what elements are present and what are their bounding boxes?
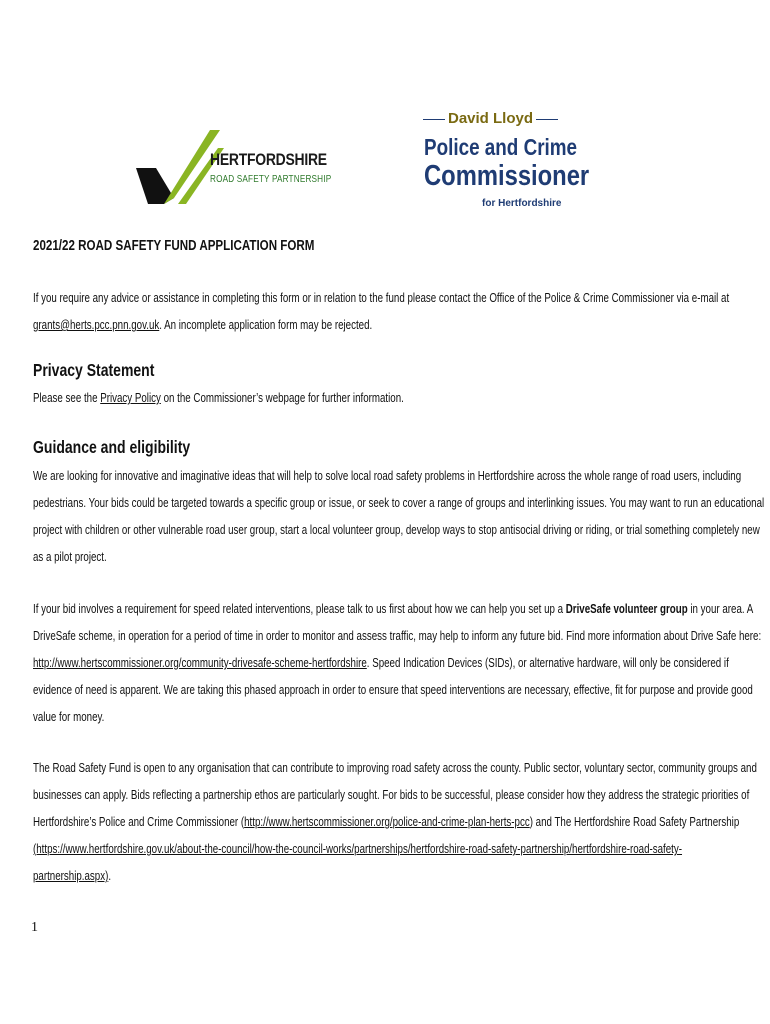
guidance-paragraph-2: If your bid involves a requirement for speed related interventions, please talk to us first about how we can help you set up a DriveSafe volunteer group in your area. A DriveSafe scheme, in operation for a period of time in order to monitor and assess traffic, may help to inform any future bid. Find more information about Drive Safe here: http://www.hertscommissioner.org/community-drivesafe-scheme-hertfordshire. Speed Indication Devices (SIDs), or alternative hardware, will only be considered if evidence of need is apparent. We are taking this phased approach in order to ensure that speed interventions are necessary, effective, fit for purpose and provide good value for money. [33, 602, 762, 724]
road-safety-partnership-link[interactable]: (https://www.hertfordshire.gov.uk/about-the-council/how-the-council-works/partnerships/hertfordshire-road-safety-partnership/hertfordshire-road-safety- [33, 842, 683, 856]
drivesafe-link[interactable]: http://www.hertscommissioner.org/community-drivesafe-scheme-hertfordshire [33, 656, 367, 670]
police-crime-commissioner-logo [420, 110, 590, 210]
hertfordshire-road-safety-logo [134, 128, 334, 204]
privacy-paragraph: Please see the Privacy Policy on the Commissioner’s webpage for further information. [33, 391, 404, 405]
intro-paragraph: If you require any advice or assistance in completing this form or in relation to the fund please contact the Office of the Police & Crime Commissioner via e-mail at grants@herts.pcc.pnn.gov.uk. An incomplete application form may be rejected. [33, 291, 730, 332]
herts-logo-wordmark: HERTFORDSHIRE [210, 150, 327, 169]
grants-email-link[interactable]: grants@herts.pcc.pnn.gov.uk [33, 318, 160, 332]
guidance-heading: Guidance and eligibility [33, 437, 191, 457]
guidance-paragraph-3: The Road Safety Fund is open to any organisation that can contribute to improving road safety across the county. Public sector, voluntary sector, community groups and businesses can apply. Bids reflecting a partnership ethos are particularly sought. For bids to be successful, please consider how they address the strategic priorities of Hertfordshire’s Police and Crime Commissioner (http://www.hertscommissioner.org/police-and-crime-plan-herts-pcc) and The Hertfordshire Road Safety Partnership (https://www.hertfordshire.gov.uk/about-the-council/how-the-council-works/partnerships/hertfordshire-road-safety-partnership/hertfordshire-road-safety- partnership.aspx). [33, 761, 757, 883]
guidance-paragraph-1: We are looking for innovative and imaginative ideas that will help to solve local road safety problems in Hertfordshire across the whole range of road users, including pedestrians. Your bids could be targeted towards a specific group or issue, or seek to cover a range of groups and interlinking issues. You may want to run an educational project with children or other vulnerable road user group, start a local volunteer group, develop ways to stop antisocial driving or riding, or trial something completely new as a pilot project. [33, 469, 765, 564]
pcc-logo-line3: for Hertfordshire [482, 198, 562, 209]
privacy-heading: Privacy Statement [33, 360, 155, 380]
herts-logo-subtitle: ROAD SAFETY PARTNERSHIP [210, 174, 332, 185]
police-crime-plan-link[interactable]: http://www.hertscommissioner.org/police-and-crime-plan-herts-pcc [244, 815, 530, 829]
form-title: 2021/22 ROAD SAFETY FUND APPLICATION FORM [33, 238, 315, 254]
pcc-logo-line2: Commissioner [424, 160, 590, 192]
privacy-policy-link[interactable]: Privacy Policy [100, 391, 161, 405]
pcc-logo-name: David Lloyd [420, 110, 552, 127]
road-safety-partnership-link-cont[interactable]: partnership.aspx) [33, 869, 109, 883]
page-number: 1 [31, 920, 38, 935]
pcc-logo-line1: Police and Crime [424, 134, 578, 160]
